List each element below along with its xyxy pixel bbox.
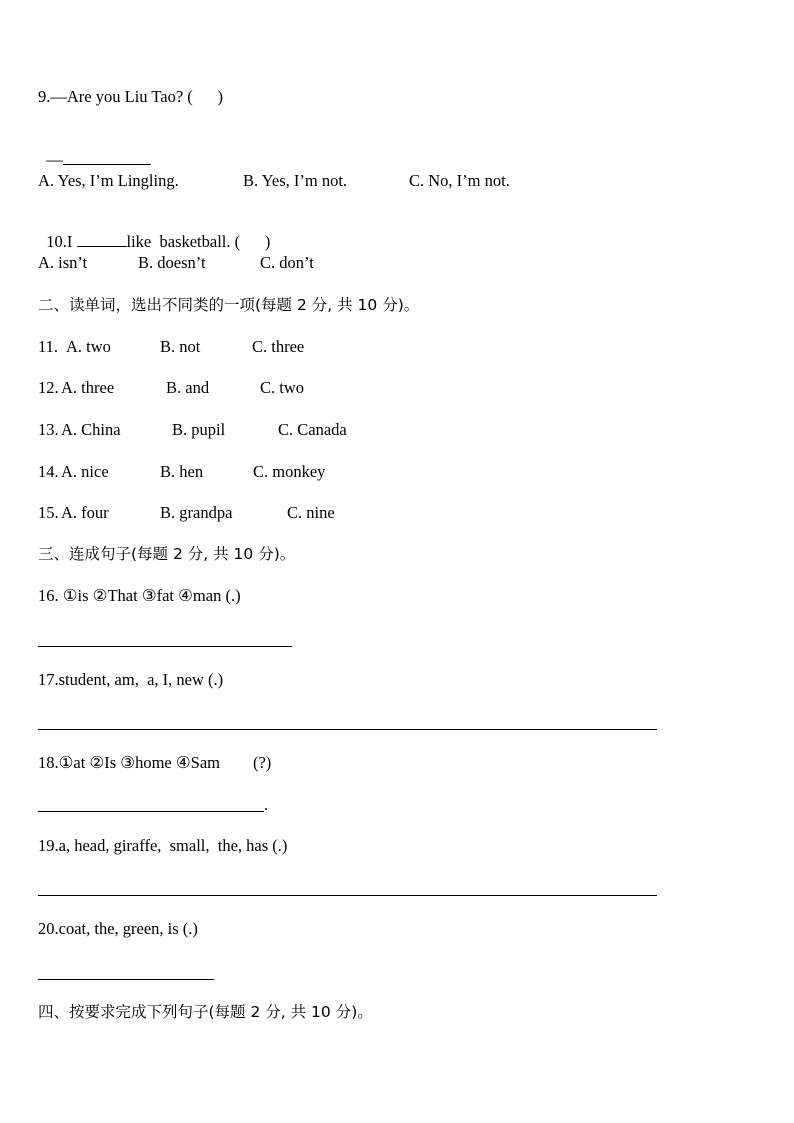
- q10-suffix: like basketball. ( ): [126, 232, 271, 251]
- q13-number: 13.: [38, 420, 59, 439]
- q11-option-c[interactable]: C. three: [252, 337, 305, 356]
- q10-prefix: 10.I: [46, 232, 77, 251]
- question-18: 18.①at ②Is ③home ④Sam (?): [38, 753, 272, 772]
- q15-option-b[interactable]: B. grandpa: [160, 503, 233, 522]
- answer-dash: —: [46, 150, 63, 169]
- q13-option-c[interactable]: C. Canada: [278, 420, 347, 439]
- q11-number: 11.: [38, 337, 63, 356]
- question-17: 17.student, am, a, I, new (.): [38, 670, 224, 689]
- q15-option-c[interactable]: C. nine: [287, 503, 335, 522]
- answer-line-16[interactable]: [38, 646, 292, 647]
- q10-blank[interactable]: [77, 232, 127, 247]
- q12-option-a[interactable]: A. three: [61, 378, 115, 397]
- answer-line-18[interactable]: [38, 811, 264, 812]
- q9-option-b[interactable]: B. Yes, I’m not.: [243, 171, 348, 190]
- q12-number: 12.: [38, 378, 59, 397]
- q9-option-a[interactable]: A. Yes, I’m Lingling.: [38, 171, 179, 190]
- answer-line-19[interactable]: [38, 895, 657, 896]
- q11-option-a[interactable]: A. two: [66, 337, 111, 356]
- q10-option-b[interactable]: B. doesn’t: [138, 253, 206, 272]
- answer-blank[interactable]: [63, 150, 151, 165]
- q10-option-a[interactable]: A. isn’t: [38, 253, 88, 272]
- q15-number: 15.: [38, 503, 59, 522]
- answer-18-period: .: [264, 795, 269, 814]
- question-9: 9.—Are you Liu Tao? ( ): [38, 87, 224, 106]
- q14-option-b[interactable]: B. hen: [160, 462, 204, 481]
- q13-option-a[interactable]: A. China: [61, 420, 121, 439]
- q15-option-a[interactable]: A. four: [61, 503, 109, 522]
- question-19: 19.a, head, giraffe, small, the, has (.): [38, 836, 288, 855]
- q14-option-c[interactable]: C. monkey: [253, 462, 326, 481]
- section-3-heading: 三、连成句子(每题 2 分, 共 10 分)。: [38, 545, 296, 563]
- section-4-heading: 四、按要求完成下列句子(每题 2 分, 共 10 分)。: [38, 1003, 373, 1021]
- section-2-heading: 二、读单词，选出不同类的一项(每题 2 分, 共 10 分)。: [38, 296, 420, 314]
- q9-option-c[interactable]: C. No, I’m not.: [409, 171, 510, 190]
- question-10: [38, 212, 270, 252]
- q12-option-c[interactable]: C. two: [260, 378, 305, 397]
- q14-option-a[interactable]: A. nice: [61, 462, 109, 481]
- q12-option-b[interactable]: B. and: [166, 378, 210, 397]
- question-9-answer-line[interactable]: [38, 130, 151, 170]
- q14-number: 14.: [38, 462, 59, 481]
- answer-line-20[interactable]: [38, 979, 214, 980]
- q11-option-b[interactable]: B. not: [160, 337, 201, 356]
- question-16: 16. ①is ②That ③fat ④man (.): [38, 586, 241, 605]
- q10-option-c[interactable]: C. don’t: [260, 253, 314, 272]
- question-20: 20.coat, the, green, is (.): [38, 919, 198, 938]
- q13-option-b[interactable]: B. pupil: [172, 420, 226, 439]
- answer-line-17[interactable]: [38, 729, 657, 730]
